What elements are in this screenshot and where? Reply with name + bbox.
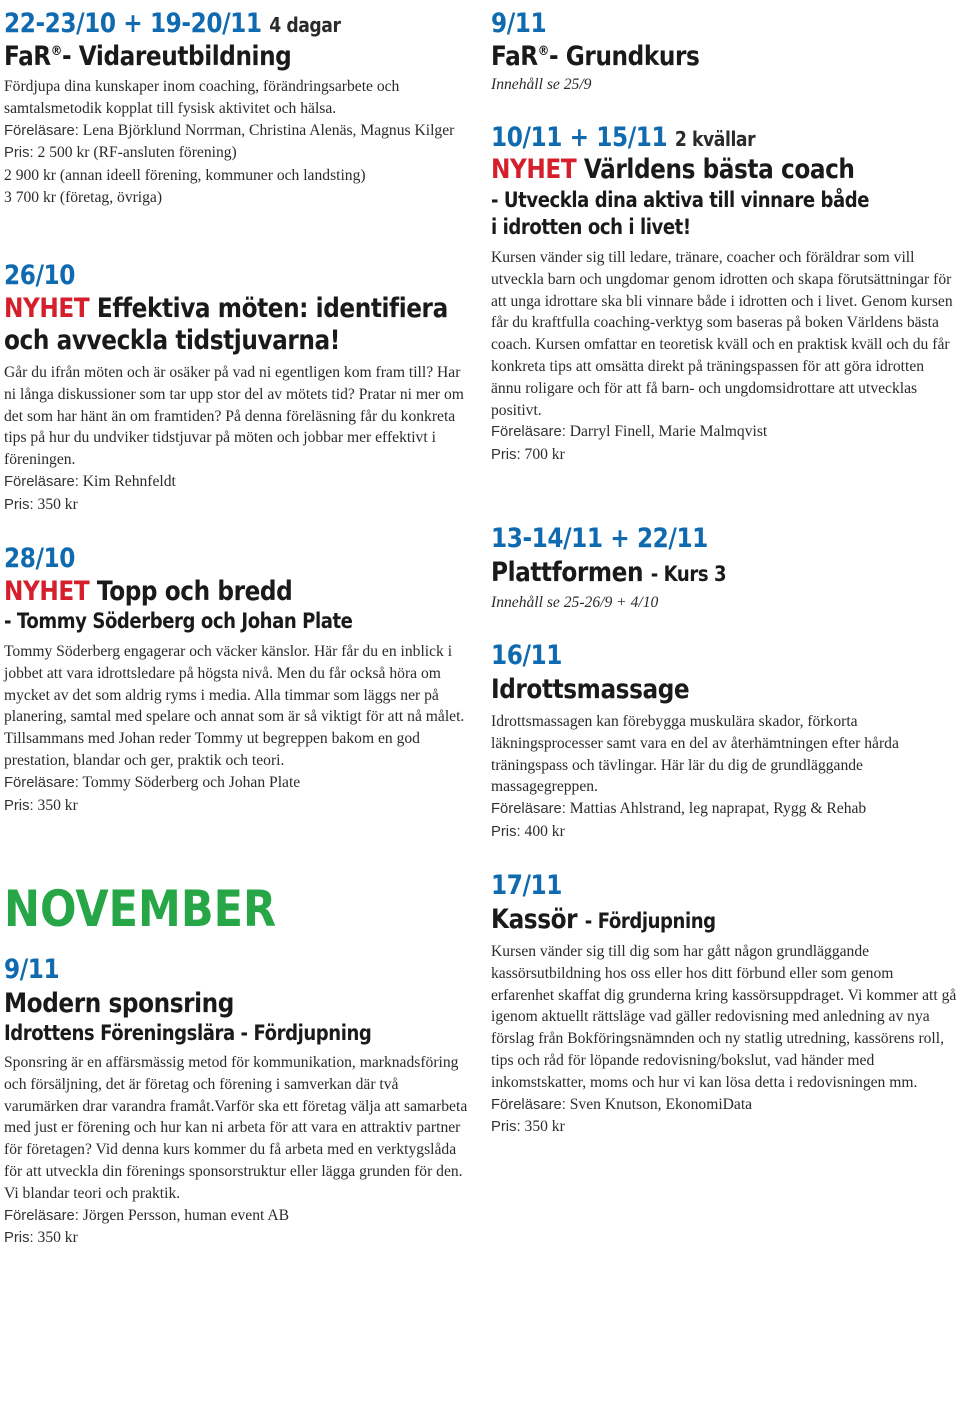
course-date: 22-23/10 + 19-20/11 4 dagar	[4, 8, 341, 39]
course-lecturer: Föreläsare: Lena Björklund Norrman, Christina Alenäs, Magnus Kilger	[4, 121, 455, 139]
course-body	[491, 247, 957, 467]
course-idrottsmassage	[491, 642, 957, 844]
course-subtitle: Idrottens Föreningslära - Fördjupning	[4, 1021, 372, 1045]
course-lecturer: Föreläsare: Jörgen Persson, human event AB	[4, 1206, 290, 1224]
course-lecturer: Föreläsare: Tommy Söderberg och Johan Plate	[4, 773, 301, 791]
course-price: Pris: 350 kr	[4, 1229, 78, 1247]
course-date: 9/11	[491, 8, 547, 39]
nyhet-badge: NYHET	[4, 293, 90, 324]
course-price-line: 2 900 kr (annan ideell förening, kommuner och landsting)	[4, 167, 366, 185]
course-date: 17/11	[491, 870, 562, 901]
course-body	[4, 641, 474, 817]
course-content-reference: Innehåll se 25/9	[491, 76, 592, 93]
course-lecturer: Föreläsare: Darryl Finell, Marie Malmqvist	[491, 423, 768, 441]
course-price: Pris: 400 kr	[491, 822, 565, 840]
course-modern-sponsring	[4, 956, 474, 1250]
course-description: Fördjupa dina kunskaper inom coaching, förändringsarbete och samtalsmetodik kopplat till fysisk aktivitet och hälsa.	[4, 78, 400, 117]
course-duration: 4 dagar	[269, 13, 341, 37]
course-price-line: 3 700 kr (företag, övriga)	[4, 188, 163, 206]
course-title: NYHET Effektiva möten: identifiera	[4, 293, 448, 324]
course-lecturer: Föreläsare: Mattias Ahlstrand, leg naprapat, Rygg & Rehab	[491, 800, 867, 818]
registered-mark: ®	[50, 43, 62, 59]
course-title: FaR®- Grundkurs	[491, 41, 700, 72]
nyhet-badge: NYHET	[491, 154, 577, 185]
course-description: Går du ifrån möten och är osäker på vad ni egentligen kom fram till? Har ni långa diskussioner som tar upp stor del av mötets tid? Pratar ni mer om det som har hänt än om framtiden? På denna föreläsning får du konkreta tips på hur du undviker tidstjuvar på möten och jobbar mer effektivt i föreningen.	[4, 364, 464, 469]
course-subtitle-line: i idrotten och i livet!	[491, 215, 691, 239]
course-varldens-basta-coach	[491, 124, 957, 467]
course-date: 13-14/11 + 22/11	[491, 523, 708, 554]
month-heading: NOVEMBER	[4, 880, 277, 938]
course-date: 10/11 + 15/11 2 kvällar	[491, 122, 756, 153]
course-price: Pris: 350 kr	[491, 1118, 565, 1136]
course-title: FaR®- Vidareutbildning	[4, 41, 292, 72]
course-date: 16/11	[491, 640, 562, 671]
course-date: 26/10	[4, 260, 75, 291]
course-title: Idrottsmassage	[491, 674, 690, 705]
course-date: 28/10	[4, 543, 75, 574]
course-title-extra: - Fördjupning	[584, 909, 716, 933]
course-description: Kursen vänder sig till ledare, tränare, coacher och föräldrar som vill utveckla barn och ungdomar genom idrotten och skapa förutsättningar för att unga idrottare ska bli vinnare både i idrotten och i livet. Genom kursen får du kraftfulla coaching-verktyg som baseras på boken Världens bästa coach. Kursen omfattar en teoretisk kväll och en praktisk kväll och du får konkreta tips att omsätta direkt på träningspassen för att göra idrotten ännu roligare och för att få barn- och ungdomsidrottare att utvecklas positivt.	[491, 249, 953, 419]
course-effektiva-moten	[4, 262, 474, 517]
course-title: Modern sponsring	[4, 988, 234, 1019]
course-price: Pris: 2 500 kr (RF-ansluten förening)	[4, 144, 237, 162]
course-topp-och-bredd	[4, 545, 474, 817]
course-body	[491, 711, 957, 844]
course-price: Pris: 700 kr	[491, 446, 565, 464]
nyhet-badge: NYHET	[4, 576, 90, 607]
course-title-extra: - Kurs 3	[650, 562, 727, 586]
course-far-grundkurs	[491, 10, 957, 96]
course-duration: 2 kvällar	[674, 127, 756, 151]
course-content-reference: Innehåll se 25-26/9 + 4/10	[491, 594, 659, 611]
course-kassor	[491, 872, 957, 1139]
course-title-line: och avveckla tidstjuvarna!	[4, 325, 340, 356]
course-lecturer: Föreläsare: Kim Rehnfeldt	[4, 472, 176, 490]
course-body	[4, 1052, 474, 1250]
course-description: Tommy Söderberg engagerar och väcker känslor. Här får du en inblick i jobbet att vara idrottsledare på högsta nivå. Men du får också höra om mycket av det som aldrig ryms i media. Alla timmar som läggs ner på planering, samtal med spelare och annat som är så viktigt för att nå målet. Tillsammans med Johan reder Tommy ut begreppen bakom en god prestation, blandar och ger, praktik och teori.	[4, 643, 465, 769]
course-title: Plattformen - Kurs 3	[491, 557, 727, 588]
course-subtitle: - Utveckla dina aktiva till vinnare både	[491, 188, 870, 212]
course-far-vidareutbildning	[4, 10, 474, 209]
course-body	[4, 362, 474, 517]
course-title: NYHET Topp och bredd	[4, 576, 293, 607]
course-price: Pris: 350 kr	[4, 495, 78, 513]
course-description: Idrottsmassagen kan förebygga muskulära skador, förkorta läkningsprocesser samt vara en del av återhämtningen efter hårda träningspass och tävlingar. Här lär du dig de grundläggande massagegreppen.	[491, 713, 899, 796]
course-description: Sponsring är en affärsmässig metod för kommunikation, marknadsföring och försäljning, det är företag och förening i samverkan där två varumärken drar varandra framåt.Varför ska ett företag välja att samarbeta med just er förening och hur kan ni arbeta för att vara en attraktiv partner för företagen? Vid denna kurs kommer du få arbeta med en verktygslåda för att utveckla din förenings sponsorstruktur eller lägga grunden för den. Vi blandar teori och praktik.	[4, 1054, 468, 1202]
course-plattformen	[491, 525, 957, 614]
course-body	[491, 941, 957, 1139]
course-body	[4, 76, 474, 209]
course-date: 9/11	[4, 954, 60, 985]
course-title: Kassör - Fördjupning	[491, 904, 716, 935]
course-subtitle: - Tommy Söderberg och Johan Plate	[4, 609, 353, 633]
course-title: NYHET Världens bästa coach	[491, 154, 855, 185]
course-description: Kursen vänder sig till dig som har gått någon grundläggande kassörsutbildning hos oss eller hos ditt förbund eller som genom erfarenhet skaffat dig grunderna kring kassörsuppdraget. Vi kommer att gå igenom aktuellt rättsläge vad gäller redovisning med anledning av nya förslag från Bokföringsnämnden och ny statlig utredning, kassörens roll, tips och råd för löpande redovisning/bokslut, vad händer med inkomstskatter, moms och hur vi kan lösa detta i redovisningen mm.	[491, 943, 957, 1091]
course-lecturer: Föreläsare: Sven Knutson, EkonomiData	[491, 1095, 753, 1113]
course-price: Pris: 350 kr	[4, 796, 78, 814]
registered-mark: ®	[537, 43, 549, 59]
